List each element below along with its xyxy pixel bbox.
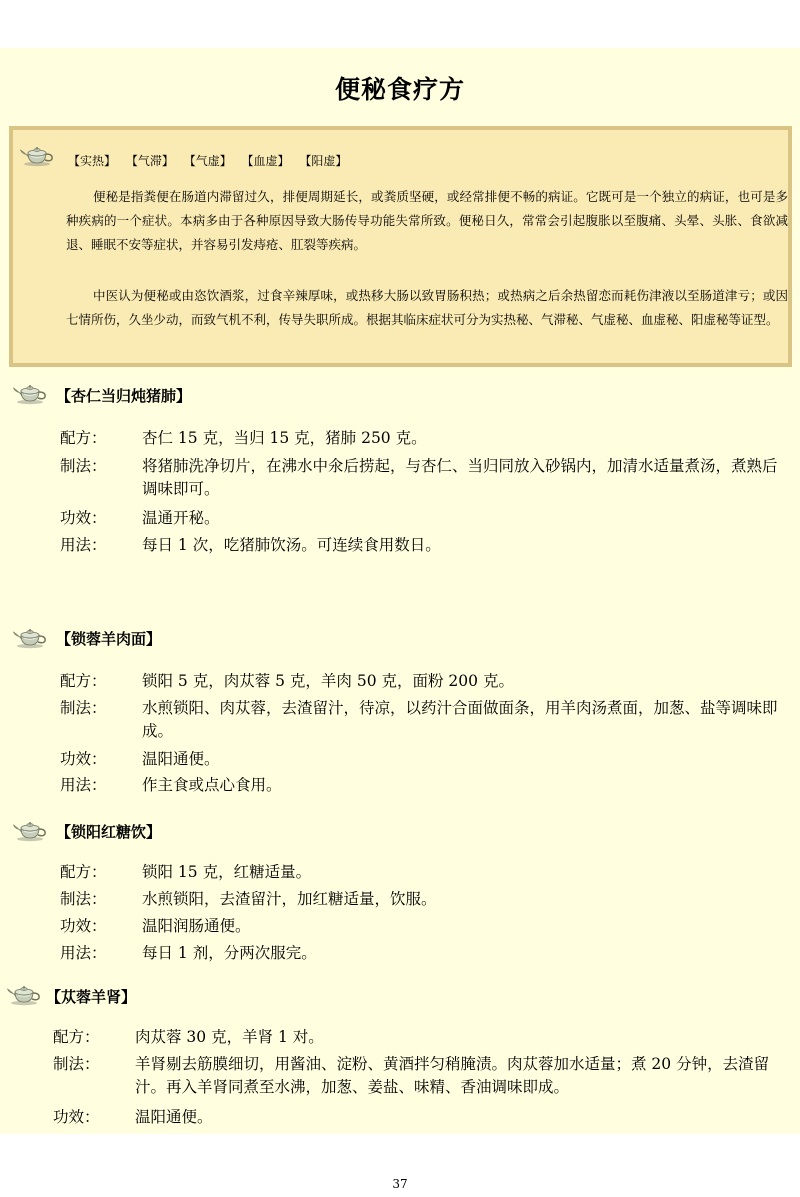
teapot-icon [6, 982, 42, 1006]
teapot-icon [12, 381, 48, 405]
tag-qixu[interactable]: 【气虚】 [183, 154, 232, 168]
tag-xuexu[interactable]: 【血虚】 [241, 154, 290, 168]
syndrome-tags [68, 152, 353, 169]
teapot-icon [19, 143, 55, 167]
tag-qizhi[interactable]: 【气滞】 [125, 154, 174, 168]
page-number: 37 [392, 1177, 408, 1191]
tag-yangxu[interactable]: 【阳虚】 [299, 154, 348, 168]
intro-paragraph: 便秘是指粪便在肠道内滞留过久，排便周期延长，或粪质坚硬，或经常排便不畅的病证。它既可是一个独立的病证，也可是多种疾病的一个症状。本病多由于各种原因导致大肠传导功能失常所致。便秘日久，常常会引起腹胀以至腹痛、头晕、头胀、食欲减退、睡眠不安等症状，并容易引发痔疮、肛裂等疾病。 [66, 189, 788, 252]
intro-paragraph: 中医认为便秘或由恣饮酒浆，过食辛辣厚味，或热移大肠以致胃肠积热；或热病之后余热留恋而耗伤津液以至肠道津亏；或因七情所伤，久坐少动，而致气机不利，传导失职所成。根据其临床症状可分为实热秘、气滞秘、气虚秘、血虚秘、阳虚秘等证型。 [66, 288, 788, 327]
recipe-title: 【苁蓉羊肾】 [46, 988, 137, 1006]
teapot-icon [12, 818, 48, 842]
intro-box [9, 126, 792, 367]
recipe-title: 【锁蓉羊肉面】 [56, 630, 162, 648]
recipe-title: 【锁阳红糖饮】 [56, 823, 162, 841]
recipe-title: 【杏仁当归炖猪肺】 [56, 387, 192, 405]
tag-shire[interactable]: 【实热】 [68, 154, 117, 168]
page-title: 便秘食疗方 [334, 75, 465, 104]
teapot-icon [12, 625, 48, 649]
